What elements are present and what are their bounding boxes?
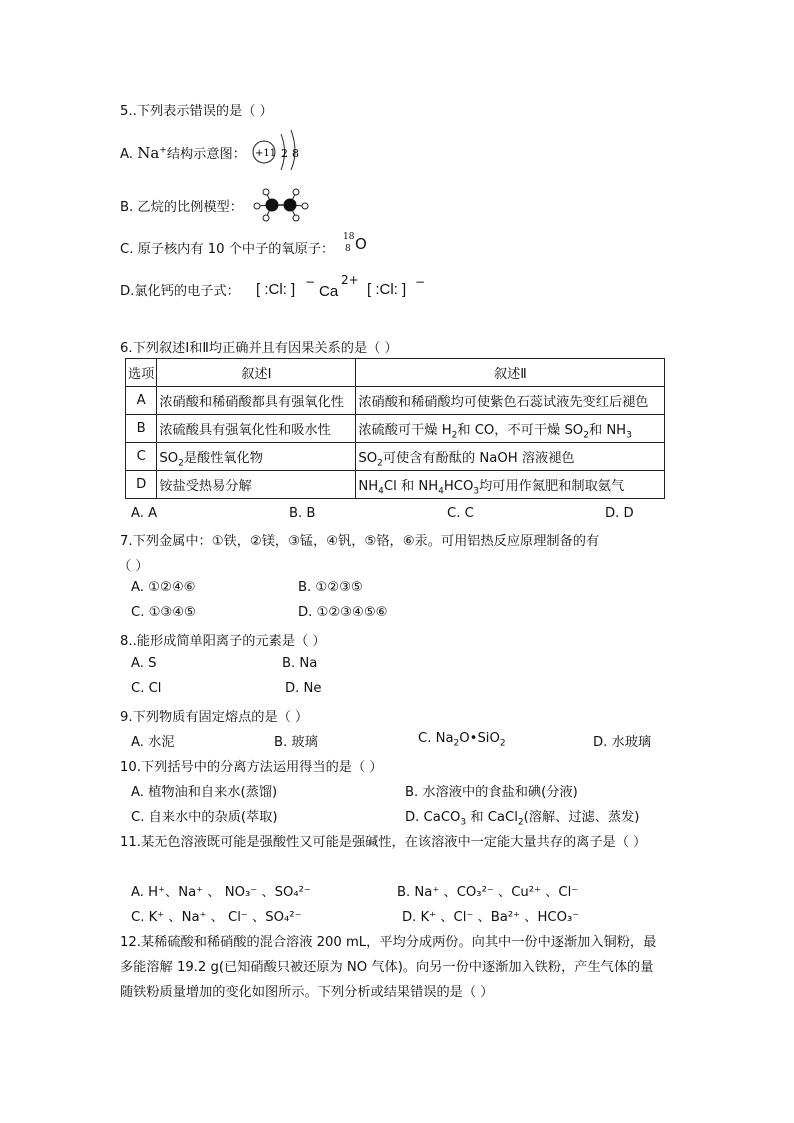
header-statement-1: 叙述Ⅰ: [157, 359, 356, 387]
q5-option-b-label: B. 乙烷的比例模型：: [120, 200, 243, 215]
q6-table: [125, 358, 665, 499]
row-statement-2: $SO_2$可使含有酚酞的 NaOH 溶液褪色: [356, 443, 665, 471]
header-statement-2: 叙述Ⅱ: [356, 359, 665, 387]
chloride-ion-left: [ :Cl: ]: [256, 281, 296, 298]
chloride-ion-right: [ :Cl: ]: [367, 281, 407, 298]
q8-option-b: B. Na: [282, 656, 318, 671]
q6-stem: 6.下列叙述Ⅰ和Ⅱ均正确并且有因果关系的是（ ）: [120, 341, 398, 356]
header-option: 选项: [126, 359, 157, 387]
q5-option-d-label: D.氯化钙的电子式：: [120, 284, 240, 299]
q6-option-d: D. D: [605, 506, 634, 521]
q7-option-d: D. ①②③④⑤⑥: [298, 605, 388, 620]
q11-option-b: B. Na⁺ 、CO₃²⁻ 、Cu²⁺ 、Cl⁻: [397, 885, 579, 900]
row-statement-1: $SO_2$是酸性氧化物: [157, 443, 356, 471]
q5-option-a: [120, 143, 246, 162]
q7-option-a: A. ①②④⑥: [131, 580, 196, 595]
shell-2-label: 8: [292, 147, 299, 160]
row-option: B: [126, 415, 157, 443]
q5-a-label: 结构示意图：: [166, 147, 246, 162]
table-row: [126, 471, 665, 499]
row-statement-2: 浓硫酸可干燥 $H_2$和 CO，不可干燥 $SO_2$和 $NH_3$: [356, 415, 665, 443]
q11-option-c: C. K⁺ 、Na⁺ 、 Cl⁻ 、SO₄²⁻: [131, 910, 302, 925]
ethane-model-diagram: [252, 187, 310, 223]
q5-a-charge: +: [159, 145, 167, 156]
row-statement-1: 浓硫酸具有强氧化性和吸水性: [157, 415, 356, 443]
chloride-charge-right: −: [415, 275, 426, 289]
oxygen-symbol: O: [355, 235, 367, 253]
q11-stem: 11.某无色溶液既可能是强酸性又可能是强碱性，在该溶液中一定能大量共存的离子是（ ）: [120, 835, 647, 850]
q10-stem: 10.下列括号中的分离方法运用得当的是（ ）: [120, 760, 383, 775]
oxygen-isotope-notation: [343, 232, 369, 258]
q12-line-2: 多能溶解 19.2 g(已知硝酸只被还原为 NO 气体)。向另一份中逐渐加入铁粉，产生气体的量: [120, 960, 654, 975]
q10-option-b: B. 水溶液中的食盐和碘(分液): [405, 785, 578, 800]
table-row: [126, 443, 665, 471]
q7-option-c: C. ①③④⑤: [131, 605, 196, 620]
row-statement-1: 铵盐受热易分解: [157, 471, 356, 499]
q6-option-b: B. B: [289, 506, 316, 521]
nucleus-charge-label: +11: [255, 148, 277, 159]
q8-option-a: A. S: [131, 656, 157, 671]
q11-option-d: D. K⁺ 、Cl⁻ 、Ba²⁺ 、HCO₃⁻: [402, 910, 580, 925]
row-option: D: [126, 471, 157, 499]
row-statement-2: 浓硝酸和稀硝酸均可使紫色石蕊试液先变红后褪色: [356, 387, 665, 415]
mass-number: 18: [343, 232, 355, 242]
q8-stem: 8..能形成简单阳离子的元素是（ ）: [120, 634, 326, 649]
q5-option-c-label: C. 原子核内有 10 个中子的氧原子：: [120, 242, 335, 257]
q7-stem: 7.下列金属中：①铁，②镁，③锰，④钒，⑤铬，⑥汞。可用铝热反应原理制备的有: [120, 534, 600, 549]
row-statement-1: 浓硝酸和稀硝酸都具有强氧化性: [157, 387, 356, 415]
q7-option-b: B. ①②③⑤: [298, 580, 363, 595]
q8-option-d: D. Ne: [285, 681, 322, 696]
q9-option-d: D. 水玻璃: [593, 735, 652, 750]
q12-line-1: 12.某稀硫酸和稀硝酸的混合溶液 200 mL，平均分成两份。向其中一份中逐渐加入铜粉，最: [120, 935, 657, 950]
calcium-charge: 2+: [341, 273, 359, 287]
row-option: A: [126, 387, 157, 415]
table-row: [126, 387, 665, 415]
table-header-row: [126, 359, 665, 387]
q7-paren: （ ）: [118, 559, 149, 574]
q12-line-3: 随铁粉质量增加的变化如图所示。下列分析或结果错误的是（ ）: [120, 985, 494, 1000]
q8-option-c: C. Cl: [131, 681, 162, 696]
q5-a-ion: Na: [137, 144, 160, 162]
row-statement-2: $NH_4Cl$ 和 $NH_4HCO_3$均可用作氮肥和制取氨气: [356, 471, 665, 499]
q9-option-a: A. 水泥: [131, 735, 175, 750]
q6-option-a: A. A: [131, 506, 158, 521]
table-row: [126, 415, 665, 443]
q10-option-d: D. CaCO$_3$ 和 CaCl$_2$(溶解、过滤、蒸发): [405, 810, 640, 828]
q9-stem: 9.下列物质有固定熔点的是（ ）: [120, 710, 309, 725]
q10-option-c: C. 自来水中的杂质(萃取): [131, 810, 278, 825]
q5-a-prefix: A.: [120, 147, 138, 162]
shell-1-label: 2: [281, 147, 288, 160]
row-option: C: [126, 443, 157, 471]
q10-option-a: A. 植物油和自来水(蒸馏): [131, 785, 278, 800]
q11-option-a: A. H⁺、Na⁺ 、 NO₃⁻ 、SO₄²⁻: [131, 885, 311, 900]
calcium-ion: Ca: [319, 283, 339, 300]
q6-option-c: C. C: [447, 506, 474, 521]
q9-option-c: C. $Na_2O•SiO_2$: [418, 731, 506, 749]
q9-option-b: B. 玻璃: [274, 735, 318, 750]
atomic-number: 8: [345, 244, 351, 254]
q5-stem: 5..下列表示错误的是（ ）: [120, 104, 273, 119]
sodium-ion-structure-diagram: [250, 126, 306, 170]
chloride-charge-left: −: [305, 275, 316, 289]
